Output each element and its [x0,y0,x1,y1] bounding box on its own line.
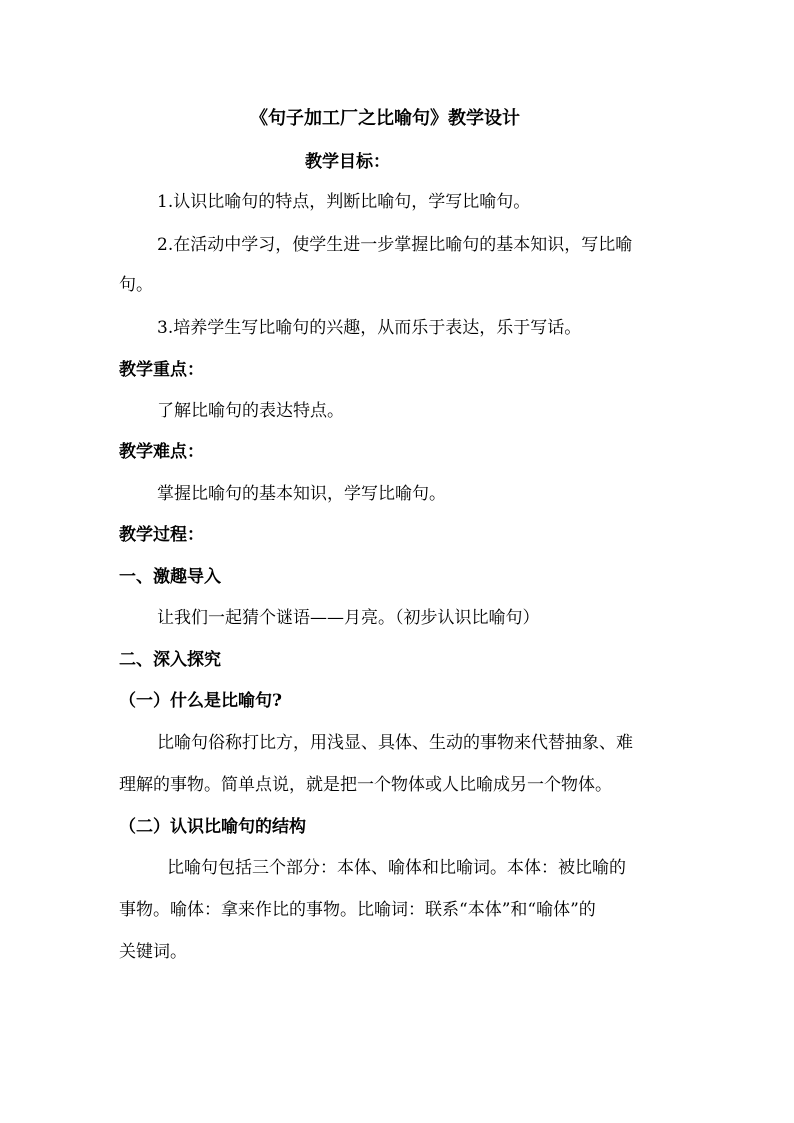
difficulties-text: 掌握比喻句的基本知识，学写比喻句。 [157,484,446,504]
sub-2-heading: （二）认识比喻句的结构 [119,817,306,837]
objective-3: 3.培养学生写比喻句的兴趣，从而乐于表达，乐于写话。 [157,318,582,338]
sub-1-line-1: 比喻句俗称打比方，用浅显、具体、生动的事物来代替抽象、难 [157,733,633,753]
sub-2-line-2: 事物。喻体：拿来作比的事物。比喻词：联系“本体”和“喻体”的 [119,900,596,920]
section-1-text: 让我们一起猜个谜语——月亮。（初步认识比喻句） [157,608,540,628]
sub-2-line-3: 关键词。 [119,942,187,962]
objective-2-line-1: 2.在活动中学习，使学生进一步掌握比喻句的基本知识，写比喻 [157,235,633,255]
process-heading: 教学过程： [119,525,204,545]
sub-2-line-1: 比喻句包括三个部分：本体、喻体和比喻词。本体：被比喻的 [167,858,626,878]
document-title: 《句子加工厂之比喻句》教学设计 [250,108,520,129]
objective-1: 1.认识比喻句的特点，判断比喻句，学写比喻句。 [157,192,531,212]
objective-2-line-2: 句。 [119,275,153,295]
key-points-text: 了解比喻句的表达特点。 [157,401,344,421]
key-points-heading: 教学重点： [119,360,204,380]
sub-1-heading: （一）什么是比喻句? [119,691,282,711]
objectives-heading: 教学目标： [305,152,390,172]
section-1-heading: 一、激趣导入 [119,567,221,587]
difficulties-heading: 教学难点： [119,442,204,462]
sub-1-line-2: 理解的事物。简单点说，就是把一个物体或人比喻成另一个物体。 [119,775,612,795]
section-2-heading: 二、深入探究 [119,650,221,670]
